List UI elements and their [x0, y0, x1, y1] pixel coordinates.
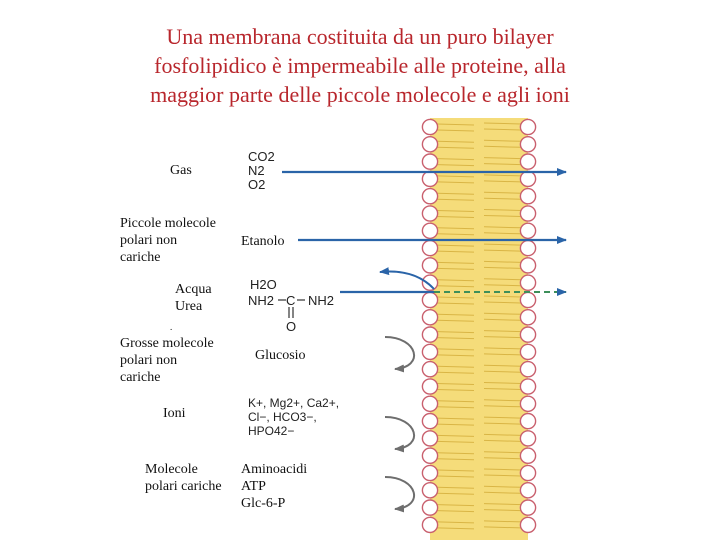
glucose-bounce-arrow: [385, 337, 414, 369]
title-line-1: Una membrana costituita da un puro bilayer: [166, 24, 554, 49]
label-small-polar-line-3: cariche: [120, 250, 161, 265]
label-small-polar-line-1: Piccole molecole: [120, 216, 217, 231]
label-small-polar-line-2: polari non: [120, 233, 178, 248]
lipid-head: [520, 189, 535, 204]
lipid-head: [422, 292, 437, 307]
label-aminoacidi: Aminoacidi: [241, 462, 308, 477]
lipid-head: [422, 275, 437, 290]
label-small-polar: [120, 215, 216, 266]
lipid-head: [520, 414, 535, 429]
lipid-head: [520, 465, 535, 480]
lipid-head: [422, 189, 437, 204]
label-glucose: Glucosio: [255, 348, 306, 363]
lipid-head: [422, 223, 437, 238]
title-line-2: fosfolipidico è impermeabile alle proteine, alla: [154, 53, 566, 78]
label-gas: Gas: [170, 163, 192, 178]
label-large-polar-line-3: cariche: [120, 370, 161, 385]
lipid-head: [422, 431, 437, 446]
label-water-urea: [175, 281, 212, 315]
lipid-head: [422, 465, 437, 480]
label-charged-line-2: polari cariche: [145, 479, 222, 494]
lipid-bilayer: [422, 118, 535, 540]
lipid-head: [520, 292, 535, 307]
formula-water: H2O: [250, 277, 277, 292]
lipid-head: [520, 154, 535, 169]
lipid-head: [422, 483, 437, 498]
lipid-head: [520, 500, 535, 515]
formula-urea-nh2-right: NH2: [308, 293, 335, 308]
lipid-head: [422, 362, 437, 377]
ions-line-2: Cl−, HCO3−,: [248, 410, 317, 424]
lipid-head: [520, 448, 535, 463]
title-line-3: maggior parte delle piccole molecole e agli ioni: [150, 82, 570, 107]
ion-formulas: [248, 396, 339, 438]
label-ethanol: Etanolo: [241, 234, 285, 249]
label-charged: [145, 461, 222, 495]
lipid-head: [520, 396, 535, 411]
ions-bounce-arrow: [385, 417, 414, 449]
label-large-polar: [120, 335, 214, 386]
lipid-head: [520, 241, 535, 256]
lipid-head: [520, 258, 535, 273]
lipid-head: [422, 119, 437, 134]
lipid-head: [520, 171, 535, 186]
ions-line-1: K+, Mg2+, Ca2+,: [248, 396, 340, 410]
lipid-head: [520, 275, 535, 290]
label-atp: ATP: [241, 479, 266, 494]
formula-urea-o: O: [286, 319, 297, 334]
formula-urea-c: C: [286, 293, 296, 308]
lipid-head: [520, 379, 535, 394]
lipid-head: [520, 517, 535, 532]
label-ions: Ioni: [163, 406, 186, 421]
lipid-head: [422, 414, 437, 429]
lipid-head: [422, 171, 437, 186]
gas-formulas: [248, 150, 275, 192]
label-water: Acqua: [175, 282, 212, 297]
lipid-head: [520, 223, 535, 238]
ions-line-3: HPO42−: [248, 424, 295, 438]
lipid-head: [520, 206, 535, 221]
lipid-head: [520, 310, 535, 325]
lipid-head: [520, 327, 535, 342]
label-dot: .: [170, 322, 173, 332]
lipid-head: [422, 448, 437, 463]
charged-molecules-list: [241, 461, 307, 512]
lipid-head: [422, 137, 437, 152]
formula-urea-nh2-left: NH2: [248, 293, 275, 308]
formula-n2: N2: [248, 163, 265, 178]
label-large-polar-line-1: Grosse molecole: [120, 336, 214, 351]
formula-o2: O2: [248, 177, 266, 192]
lipid-head: [520, 362, 535, 377]
formula-co2: CO2: [248, 149, 275, 164]
lipid-head: [422, 379, 437, 394]
lipid-head: [422, 154, 437, 169]
charged-bounce-arrow: [385, 477, 414, 509]
label-urea: Urea: [175, 299, 203, 314]
lipid-head: [520, 119, 535, 134]
lipid-head: [422, 241, 437, 256]
lipid-head: [422, 206, 437, 221]
lipid-head: [422, 517, 437, 532]
label-glc6p: Glc-6-P: [241, 496, 286, 511]
lipid-head: [520, 431, 535, 446]
label-charged-line-1: Molecole: [145, 462, 198, 477]
lipid-head: [520, 483, 535, 498]
lipid-head: [422, 396, 437, 411]
lipid-head: [422, 327, 437, 342]
lipid-head: [422, 344, 437, 359]
lipid-head: [422, 500, 437, 515]
lipid-head: [422, 310, 437, 325]
lipid-head: [422, 258, 437, 273]
lipid-head: [520, 137, 535, 152]
lipid-head: [520, 344, 535, 359]
label-large-polar-line-2: polari non: [120, 353, 178, 368]
